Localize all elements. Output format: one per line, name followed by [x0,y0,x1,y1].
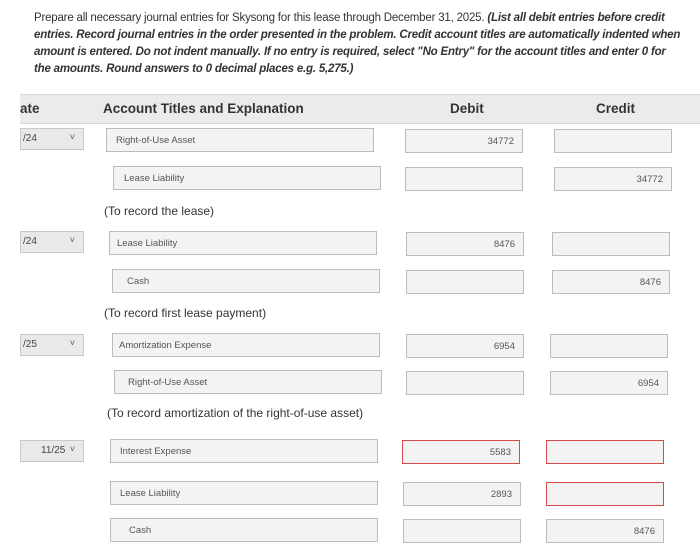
account-title-value: Lease Liability [117,238,178,249]
date-value: 11/25 [41,445,66,456]
date-select[interactable] [20,440,84,462]
date-value: /25 [23,339,37,350]
credit-input[interactable] [550,334,668,358]
credit-input[interactable] [546,482,664,506]
account-title-input[interactable] [106,128,374,152]
account-column-header: Account Titles and Explanation [103,101,304,116]
account-title-input[interactable] [114,370,382,394]
credit-input[interactable] [546,440,664,464]
account-title-value: Cash [127,276,150,287]
date-select[interactable] [20,128,84,150]
chevron-down-icon: ˅ [69,132,75,142]
account-title-value: Lease Liability [120,488,181,499]
credit-input[interactable] [554,167,672,191]
date-value: /24 [23,133,37,144]
account-title-value: Lease Liability [124,173,185,184]
instructions-text: Prepare all necessary journal entries for Skysong for this lease through December 31, 2025. [34,12,485,24]
date-select[interactable] [20,334,84,356]
account-title-input[interactable] [110,439,378,463]
chevron-down-icon: ˅ [69,235,75,245]
debit-value: 2893 [490,489,512,500]
date-column-header: ate [20,101,40,116]
debit-input[interactable] [405,167,523,191]
debit-input[interactable] [402,440,520,464]
date-value: /24 [23,236,37,247]
credit-input[interactable] [550,371,668,395]
account-title-value: Interest Expense [120,446,192,457]
date-select[interactable] [20,231,84,253]
debit-input[interactable] [406,270,524,294]
account-title-input[interactable] [109,231,377,255]
instructions-emphasis: (List all debit entries before credit entries. Record journal entries in the order presented in the problem. Credit account titles are automatically indented when amount is entered. Do not indent manually. If no entry is required, select "No Entry" for the account titles and enter 0 for the amounts. Round answers to 0 decimal places e.g. 5,275.) [34,12,681,75]
account-title-input[interactable] [112,333,380,357]
credit-input[interactable] [546,519,664,543]
account-title-value: Right-of-Use Asset [116,135,196,146]
debit-value: 6954 [493,341,515,352]
credit-value: 8476 [639,277,661,288]
debit-value: 34772 [487,136,514,147]
entry-note: (To record first lease payment) [104,306,267,320]
debit-input[interactable] [403,519,521,543]
debit-column-header: Debit [450,101,484,116]
debit-input[interactable] [405,129,523,153]
entry-note: (To record amortization of the right-of-use asset) [107,406,364,420]
credit-input[interactable] [552,232,670,256]
account-title-value: Cash [129,525,152,536]
debit-input[interactable] [406,232,524,256]
credit-input[interactable] [554,129,672,153]
credit-value: 34772 [636,174,663,185]
account-title-value: Amortization Expense [119,340,212,351]
chevron-down-icon: ˅ [69,444,75,454]
account-title-input[interactable] [113,166,381,190]
credit-value: 8476 [633,526,655,537]
account-title-input[interactable] [110,481,378,505]
debit-input[interactable] [406,371,524,395]
table-header [20,94,700,124]
credit-column-header: Credit [596,101,636,116]
account-title-value: Right-of-Use Asset [128,377,208,388]
entry-note: (To record the lease) [104,204,215,218]
instructions [34,10,684,78]
debit-input[interactable] [403,482,521,506]
debit-value: 8476 [493,239,515,250]
debit-input[interactable] [406,334,524,358]
debit-value: 5583 [489,447,511,458]
credit-input[interactable] [552,270,670,294]
account-title-input[interactable] [112,269,380,293]
account-title-input[interactable] [110,518,378,542]
chevron-down-icon: ˅ [69,338,75,348]
credit-value: 6954 [637,378,659,389]
